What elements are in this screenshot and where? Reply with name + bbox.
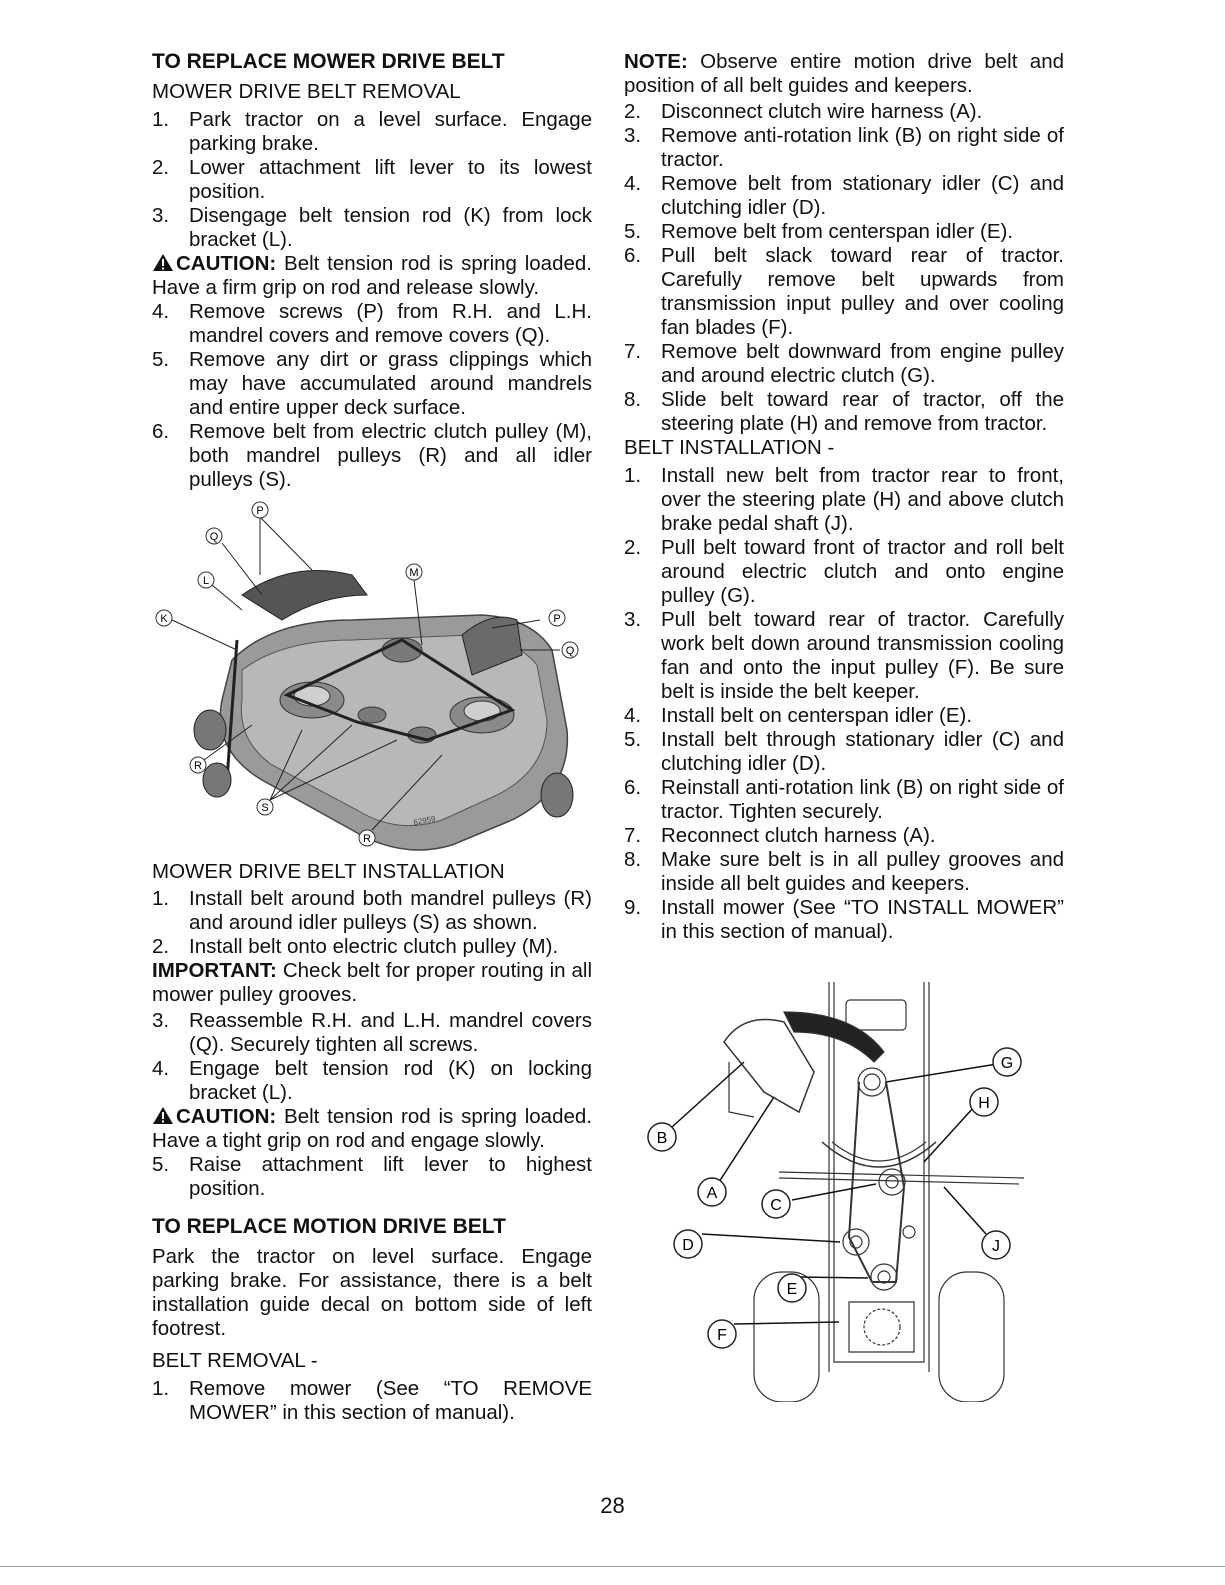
step-text: Remove belt from stationary idler (C) and clutching idler (D). [661, 172, 1064, 219]
step-text: Reinstall anti-rotation link (B) on right side of tractor. Tighten securely. [661, 775, 1064, 823]
figure-code: 62959 [412, 813, 437, 827]
callout-j: J [992, 1237, 1000, 1255]
page-number: 28 [600, 1493, 625, 1518]
caution-notice [152, 1105, 592, 1153]
list-item [624, 220, 1064, 244]
section-heading-mower-belt: TO REPLACE MOWER DRIVE BELT [152, 50, 505, 73]
list-item [624, 100, 1064, 124]
step-number: 2. [624, 535, 642, 559]
list-item [624, 464, 1064, 536]
list-item [624, 896, 1064, 944]
step-number: 2. [152, 935, 170, 959]
warning-icon [152, 1106, 174, 1125]
step-number: 4. [624, 703, 642, 727]
step-text: Install belt onto electric clutch pulley (M). [189, 935, 559, 959]
step-number: 5. [152, 347, 170, 371]
step-number: 1. [152, 887, 170, 911]
callout-p2: P [553, 612, 561, 625]
callout-m: M [409, 566, 419, 579]
step-number: 7. [624, 823, 642, 847]
caution-text: Belt tension rod is spring loaded. Have a firm grip on rod and release slowly. [152, 251, 592, 299]
left-column [152, 50, 592, 1425]
step-number: 5. [624, 220, 642, 243]
step-text: Disconnect clutch wire harness (A). [661, 100, 983, 123]
callout-s: S [261, 801, 269, 814]
step-number: 5. [152, 1153, 170, 1177]
list-item [152, 1377, 592, 1425]
step-text: Reassemble R.H. and L.H. mandrel covers (Q). Securely tighten all screws. [189, 1009, 592, 1057]
callout-a: A [706, 1184, 718, 1202]
step-number: 2. [624, 100, 642, 123]
step-number: 7. [624, 340, 642, 363]
step-number: 1. [624, 463, 642, 487]
subheading-belt-removal: MOWER DRIVE BELT REMOVAL [152, 80, 461, 104]
important-text: Check belt for proper routing in all mower pulley grooves. [152, 959, 592, 1007]
list-item [152, 1009, 592, 1057]
step-text: Pull belt slack toward rear of tractor. Carefully remove belt upwards from transmission input pulley and over cooling fan blades (F). [661, 244, 1064, 339]
tractor-belt-illustration [624, 982, 1064, 1402]
list-item [624, 536, 1064, 608]
step-number: 4. [152, 1057, 170, 1081]
right-column [624, 50, 1064, 1402]
tractor-belt-figure [624, 982, 1064, 1402]
list-item [624, 244, 1064, 340]
page-bottom-rule [0, 1566, 1225, 1567]
list-item [152, 887, 592, 935]
caution-label: CAUTION: [176, 1105, 277, 1129]
subheading-belt-removal-motion: BELT REMOVAL - [152, 1349, 318, 1373]
step-number: 6. [152, 419, 170, 443]
step-text: Remove mower (See “TO REMOVE MOWER” in this section of manual). [189, 1377, 592, 1425]
callout-l: L [202, 574, 210, 587]
step-number: 8. [624, 388, 642, 411]
subheading-belt-installation-motion: BELT INSTALLATION - [624, 436, 835, 459]
note-label: NOTE: [624, 50, 688, 73]
list-item [152, 156, 592, 204]
callout-d: D [682, 1236, 694, 1254]
step-number: 6. [624, 244, 642, 267]
list-item [152, 1057, 592, 1105]
step-text: Remove belt from centerspan idler (E). [661, 220, 1014, 243]
step-text: Remove any dirt or grass clippings which may have accumulated around mandrels and entire upper deck surface. [189, 347, 592, 419]
caution-text: Belt tension rod is spring loaded. Have a tight grip on rod and engage slowly. [152, 1105, 592, 1153]
step-number: 2. [152, 155, 170, 179]
caution-notice [152, 252, 592, 300]
note-notice [624, 50, 1064, 98]
list-item [152, 300, 592, 348]
motion-intro: Park the tractor on level surface. Engage parking brake. For assistance, there is a belt installation guide decal on bottom side of left footrest. [152, 1245, 592, 1341]
step-number: 6. [624, 775, 642, 799]
step-text: Disengage belt tension rod (K) from lock bracket (L). [189, 203, 592, 251]
list-item [624, 848, 1064, 896]
step-text: Pull belt toward front of tractor and roll belt around electric clutch and onto engine pulley (G). [661, 535, 1064, 607]
step-text: Remove belt downward from engine pulley and around electric clutch (G). [661, 340, 1064, 387]
warning-icon [152, 253, 174, 272]
important-label: IMPORTANT: [152, 959, 277, 983]
step-number: 8. [624, 847, 642, 871]
list-item [624, 824, 1064, 848]
list-item [152, 420, 592, 492]
step-text: Remove belt from electric clutch pulley (M), both mandrel pulleys (R) and all idler pulleys (S). [189, 419, 592, 491]
list-item [152, 935, 592, 959]
step-number: 4. [152, 299, 170, 323]
list-item [152, 1153, 592, 1201]
step-number: 3. [152, 1009, 170, 1033]
list-item [624, 340, 1064, 388]
step-text: Reconnect clutch harness (A). [661, 823, 936, 847]
callout-c: C [770, 1196, 782, 1214]
step-text: Remove anti-rotation link (B) on right side of tractor. [661, 124, 1064, 171]
callout-q: Q [209, 530, 219, 543]
list-item [624, 728, 1064, 776]
step-number: 1. [152, 1377, 170, 1401]
step-number: 5. [624, 727, 642, 751]
subheading-belt-installation: MOWER DRIVE BELT INSTALLATION [152, 859, 505, 883]
callout-k: K [160, 612, 168, 625]
step-number: 3. [152, 203, 170, 227]
callout-p: P [256, 504, 264, 517]
list-item [152, 348, 592, 420]
list-item [624, 388, 1064, 436]
step-text: Make sure belt is in all pulley grooves and inside all belt guides and keepers. [661, 847, 1064, 895]
step-text: Engage belt tension rod (K) on locking bracket (L). [189, 1057, 592, 1105]
list-item [624, 172, 1064, 220]
caution-label: CAUTION: [176, 251, 277, 275]
step-text: Remove screws (P) from R.H. and L.H. mandrel covers and remove covers (Q). [189, 299, 592, 347]
section-heading-motion-belt: TO REPLACE MOTION DRIVE BELT [152, 1215, 506, 1239]
step-text: Install belt through stationary idler (C) and clutching idler (D). [661, 727, 1064, 775]
callout-e: E [786, 1280, 798, 1298]
step-text: Lower attachment lift lever to its lowest position. [189, 155, 592, 203]
list-item [152, 108, 592, 156]
step-number: 1. [152, 107, 170, 131]
callout-h: H [978, 1094, 990, 1112]
step-text: Install new belt from tractor rear to front, over the steering plate (H) and above clutch brake pedal shaft (J). [661, 463, 1064, 535]
note-text: Observe entire motion drive belt and position of all belt guides and keepers. [624, 50, 1064, 97]
list-item [624, 776, 1064, 824]
step-text: Install belt on centerspan idler (E). [661, 703, 973, 727]
step-text: Install belt around both mandrel pulleys (R) and around idler pulleys (S) as shown. [189, 887, 592, 935]
step-text: Install mower (See “TO INSTALL MOWER” in this section of manual). [661, 895, 1064, 943]
mower-deck-illustration [152, 500, 592, 860]
step-text: Raise attachment lift lever to highest position. [189, 1153, 592, 1201]
list-item [152, 204, 592, 252]
step-number: 4. [624, 172, 642, 195]
callout-r: R [194, 759, 202, 772]
step-number: 9. [624, 895, 642, 919]
step-text: Slide belt toward rear of tractor, off the steering plate (H) and remove from tractor. [661, 388, 1064, 435]
step-text: Pull belt toward rear of tractor. Carefully work belt down around transmission cooling fan and onto the input pulley (F). Be sure belt is inside the belt keeper. [661, 607, 1064, 703]
list-item [624, 124, 1064, 172]
step-number: 3. [624, 124, 642, 147]
callout-b: B [656, 1129, 668, 1147]
mower-deck-figure [152, 500, 592, 860]
important-notice [152, 959, 592, 1007]
callout-g: G [1000, 1054, 1014, 1072]
step-number: 3. [624, 607, 642, 631]
step-text: Park tractor on a level surface. Engage parking brake. [189, 107, 592, 155]
list-item [624, 704, 1064, 728]
callout-r2: R [363, 832, 371, 845]
callout-f: F [717, 1326, 727, 1344]
list-item [624, 608, 1064, 704]
callout-q2: Q [565, 644, 575, 657]
